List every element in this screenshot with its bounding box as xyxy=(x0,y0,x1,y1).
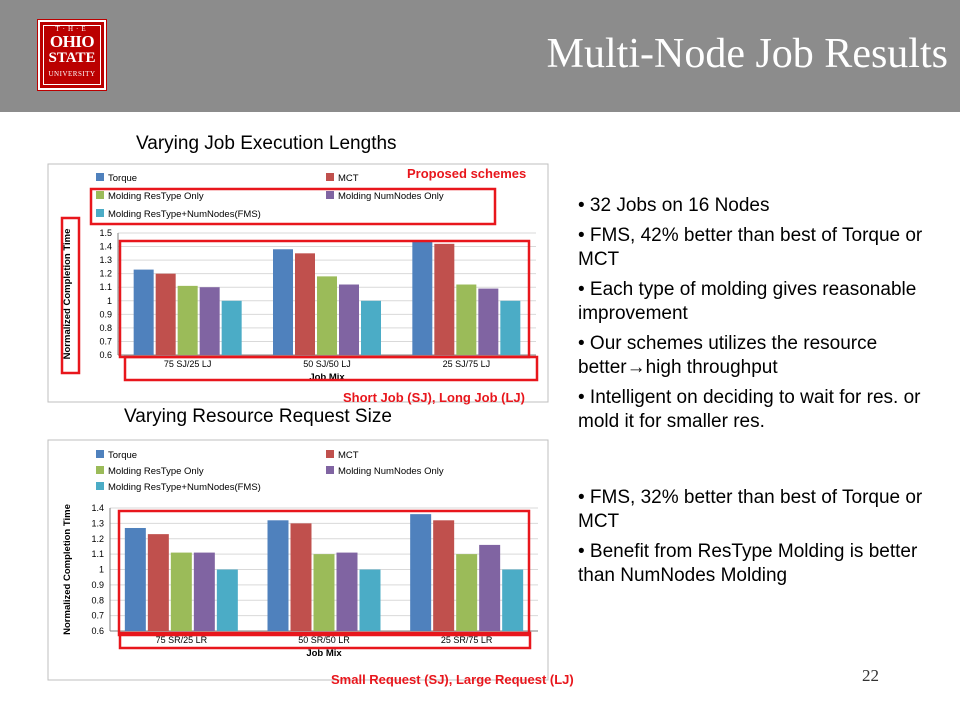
legend-label: MCT xyxy=(338,173,359,184)
short-long-job-label: Short Job (SJ), Long Job (LJ) xyxy=(343,390,525,405)
x-tick-label: 25 SJ/75 LJ xyxy=(442,359,491,369)
legend-label: Molding ResType Only xyxy=(108,191,204,202)
legend-label: Torque xyxy=(108,450,138,461)
bar-4-1 xyxy=(194,553,215,631)
y-tick-label: 1.1 xyxy=(99,282,112,293)
bar-3-1 xyxy=(171,553,192,631)
bottom-chart-heading: Varying Resource Request Size xyxy=(124,406,392,427)
y-tick-label: 0.9 xyxy=(91,579,104,590)
x-tick-label: 75 SR/25 LR xyxy=(155,635,208,645)
y-tick-label: 0.7 xyxy=(99,336,112,347)
legend-label: Molding NumNodes Only xyxy=(338,191,444,202)
bullet-item: • FMS, 42% better than best of Torque or MCT xyxy=(578,225,923,270)
y-tick-label: 1.4 xyxy=(99,241,112,252)
logo-line-the: T·H·E xyxy=(55,25,89,33)
bar-2-1 xyxy=(148,534,169,631)
legend-label: Molding ResType+NumNodes(FMS) xyxy=(108,482,261,493)
legend-swatch xyxy=(326,450,334,458)
y-tick-label: 0.9 xyxy=(99,309,112,320)
legend-label: Molding ResType Only xyxy=(108,466,204,477)
bullet-item: • 32 Jobs on 16 Nodes xyxy=(578,195,770,216)
y-axis-title: Normalized Completion Time xyxy=(62,228,73,360)
bar-2-2 xyxy=(291,523,312,631)
x-axis-title: Job Mix xyxy=(309,372,345,383)
bar-1-2 xyxy=(268,520,289,631)
y-tick-label: 1.2 xyxy=(99,268,112,279)
x-tick-label: 75 SJ/25 LJ xyxy=(163,359,212,369)
y-tick-label: 1.3 xyxy=(91,518,104,529)
y-tick-label: 0.8 xyxy=(99,322,112,333)
legend-label: Torque xyxy=(108,173,138,184)
x-tick-label: 50 SJ/50 LJ xyxy=(303,359,351,369)
bullet-item: • FMS, 32% better than best of Torque or MCT xyxy=(578,487,923,532)
y-tick-label: 1.2 xyxy=(91,533,104,544)
bar-5-2 xyxy=(360,570,381,632)
logo-line-state: STATE xyxy=(48,50,96,66)
legend-swatch xyxy=(96,466,104,474)
bar-1-3 xyxy=(410,514,431,631)
x-tick-label: 50 SR/50 LR xyxy=(298,635,350,645)
bullets-top xyxy=(578,194,950,440)
proposed-schemes-label: Proposed schemes xyxy=(407,166,527,181)
small-large-request-label: Small Request (SJ), Large Request (LJ) xyxy=(331,672,574,687)
y-tick-label: 0.6 xyxy=(91,626,104,636)
y-tick-label: 1.1 xyxy=(91,549,104,560)
y-tick-label: 1 xyxy=(106,295,112,306)
bar-2-3 xyxy=(433,520,454,631)
bar-3-2 xyxy=(314,554,335,631)
slide-title: Multi-Node Job Results xyxy=(546,31,948,77)
y-tick-label: 0.8 xyxy=(91,595,104,606)
legend-swatch xyxy=(96,482,104,490)
bar-4-3 xyxy=(479,545,500,631)
legend-swatch xyxy=(326,466,334,474)
bullet-item: • Our schemes utilizes the resource better→high throughput xyxy=(578,333,878,378)
y-axis-title: Normalized Completion Time xyxy=(62,504,73,635)
top-chart-heading: Varying Job Execution Lengths xyxy=(136,133,397,154)
y-tick-label: 0.7 xyxy=(91,610,104,621)
bar-5-3 xyxy=(502,570,523,632)
bullet-item: • Intelligent on deciding to wait for res. or mold it for smaller res. xyxy=(578,387,921,432)
bullet-item: • Each type of molding gives reasonable improvement xyxy=(578,279,917,324)
bar-3-3 xyxy=(456,554,477,631)
legend-label: Molding NumNodes Only xyxy=(338,466,444,477)
legend-label: MCT xyxy=(338,450,359,461)
y-tick-label: 1.5 xyxy=(99,228,112,238)
bullet-item: • Benefit from ResType Molding is better than NumNodes Molding xyxy=(578,541,918,586)
y-tick-label: 1.3 xyxy=(99,255,112,266)
bar-5-1 xyxy=(217,570,238,632)
legend-swatch xyxy=(96,450,104,458)
y-tick-label: 1 xyxy=(98,564,104,575)
bullets-bottom xyxy=(578,486,950,594)
logo-line-university: UNIVERSITY xyxy=(48,70,96,78)
y-tick-label: 1.4 xyxy=(91,503,104,513)
page-number: 22 xyxy=(862,666,879,685)
logo-line-ohio: OHIO xyxy=(49,32,95,51)
y-tick-label: 0.6 xyxy=(99,350,112,360)
x-tick-label: 25 SR/75 LR xyxy=(440,635,493,645)
bar-1-1 xyxy=(125,528,146,631)
bar-4-2 xyxy=(337,553,358,631)
x-axis-title: Job Mix xyxy=(306,648,342,659)
legend-label: Molding ResType+NumNodes(FMS) xyxy=(108,209,261,220)
